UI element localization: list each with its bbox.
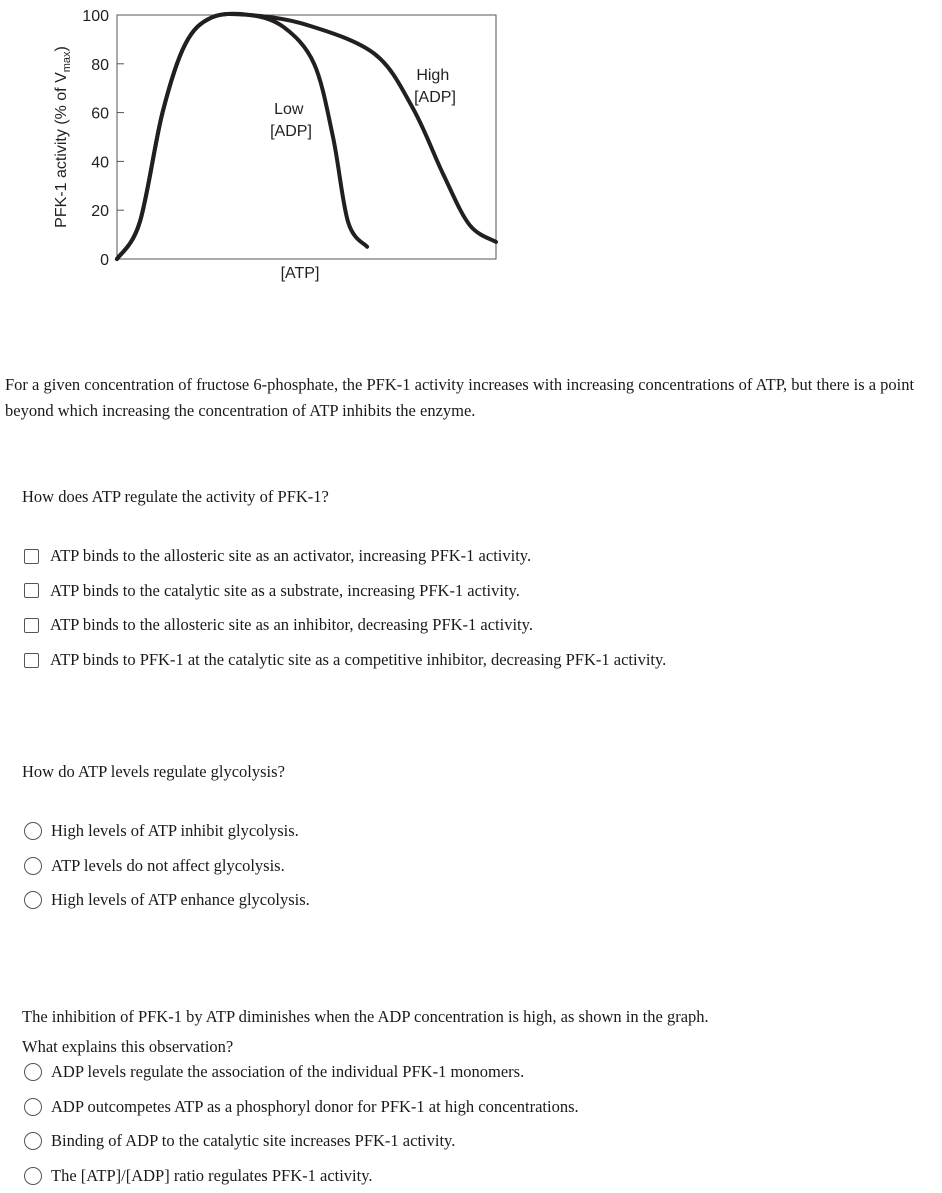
- question-3-options: [24, 1055, 579, 1193]
- radio-button[interactable]: [24, 1132, 42, 1150]
- q1-option-4[interactable]: [24, 643, 666, 678]
- q1-option-1[interactable]: [24, 539, 666, 574]
- option-label: ATP binds to PFK-1 at the catalytic site as a competitive inhibitor, decreasing PFK-1 activity.: [50, 650, 667, 670]
- q3-option-2[interactable]: [24, 1090, 579, 1125]
- y-tick-label: 100: [82, 8, 109, 25]
- question-1-text: How does ATP regulate the activity of PFK-1?: [22, 487, 329, 506]
- option-label: ATP binds to the allosteric site as an inhibitor, decreasing PFK-1 activity.: [50, 615, 533, 635]
- option-label: High levels of ATP enhance glycolysis.: [51, 890, 310, 910]
- question-2-options: [24, 814, 310, 918]
- q1-option-2[interactable]: [24, 574, 666, 609]
- q3-option-1[interactable]: [24, 1055, 579, 1090]
- checkbox[interactable]: [24, 618, 39, 633]
- high-adp-label: High [ADP]: [414, 67, 456, 106]
- question-3-line-2: What explains this observation?: [22, 1037, 234, 1056]
- y-tick-label: 20: [91, 203, 109, 221]
- low-adp-curve: [117, 14, 367, 259]
- radio-button[interactable]: [24, 891, 42, 909]
- option-label: Binding of ADP to the catalytic site increases PFK-1 activity.: [51, 1131, 456, 1151]
- radio-button[interactable]: [24, 822, 42, 840]
- option-label: The [ATP]/[ADP] ratio regulates PFK-1 activity.: [51, 1166, 373, 1186]
- checkbox[interactable]: [24, 653, 39, 668]
- pfk1-activity-chart: [0, 0, 520, 300]
- chart-svg: [0, 0, 520, 300]
- q2-option-1[interactable]: [24, 814, 310, 849]
- y-tick-label: 80: [91, 56, 109, 74]
- q3-option-3[interactable]: [24, 1124, 579, 1159]
- question-2-text: How do ATP levels regulate glycolysis?: [22, 762, 285, 781]
- question-3-text: [22, 1002, 922, 1062]
- checkbox[interactable]: [24, 583, 39, 598]
- y-axis-label: PFK-1 activity (% of $V_{max}$): [53, 46, 73, 228]
- low-adp-label: Low [ADP]: [270, 101, 312, 140]
- option-label: ATP binds to the allosteric site as an activator, increasing PFK-1 activity.: [50, 546, 532, 566]
- question-3-line-1: The inhibition of PFK-1 by ATP diminishes when the ADP concentration is high, as shown in the graph.: [22, 1007, 709, 1026]
- radio-button[interactable]: [24, 857, 42, 875]
- option-label: ATP levels do not affect glycolysis.: [51, 855, 285, 875]
- option-label: ADP levels regulate the association of the individual PFK-1 monomers.: [51, 1062, 525, 1082]
- q1-option-3[interactable]: [24, 608, 666, 643]
- q2-option-3[interactable]: [24, 883, 310, 918]
- radio-button[interactable]: [24, 1098, 42, 1116]
- radio-button[interactable]: [24, 1063, 42, 1081]
- q3-option-4[interactable]: [24, 1159, 579, 1193]
- option-label: High levels of ATP inhibit glycolysis.: [51, 821, 299, 841]
- radio-button[interactable]: [24, 1167, 42, 1185]
- x-axis-label: [ATP]: [280, 265, 320, 282]
- y-tick-label: 0: [100, 252, 109, 269]
- y-tick-label: 60: [91, 105, 109, 123]
- option-label: ADP outcompetes ATP as a phosphoryl donor for PFK-1 at high concentrations.: [51, 1096, 579, 1116]
- question-1-options: [24, 539, 666, 677]
- y-tick-label: 40: [91, 154, 109, 172]
- q2-option-2[interactable]: [24, 849, 310, 884]
- option-label: ATP binds to the catalytic site as a substrate, increasing PFK-1 activity.: [50, 580, 520, 600]
- intro-paragraph: For a given concentration of fructose 6-phosphate, the PFK-1 activity increases with increasing concentrations of ATP, but there is a point beyond which increasing the concentration of ATP inhibits the enzyme.: [5, 375, 915, 420]
- checkbox[interactable]: [24, 549, 39, 564]
